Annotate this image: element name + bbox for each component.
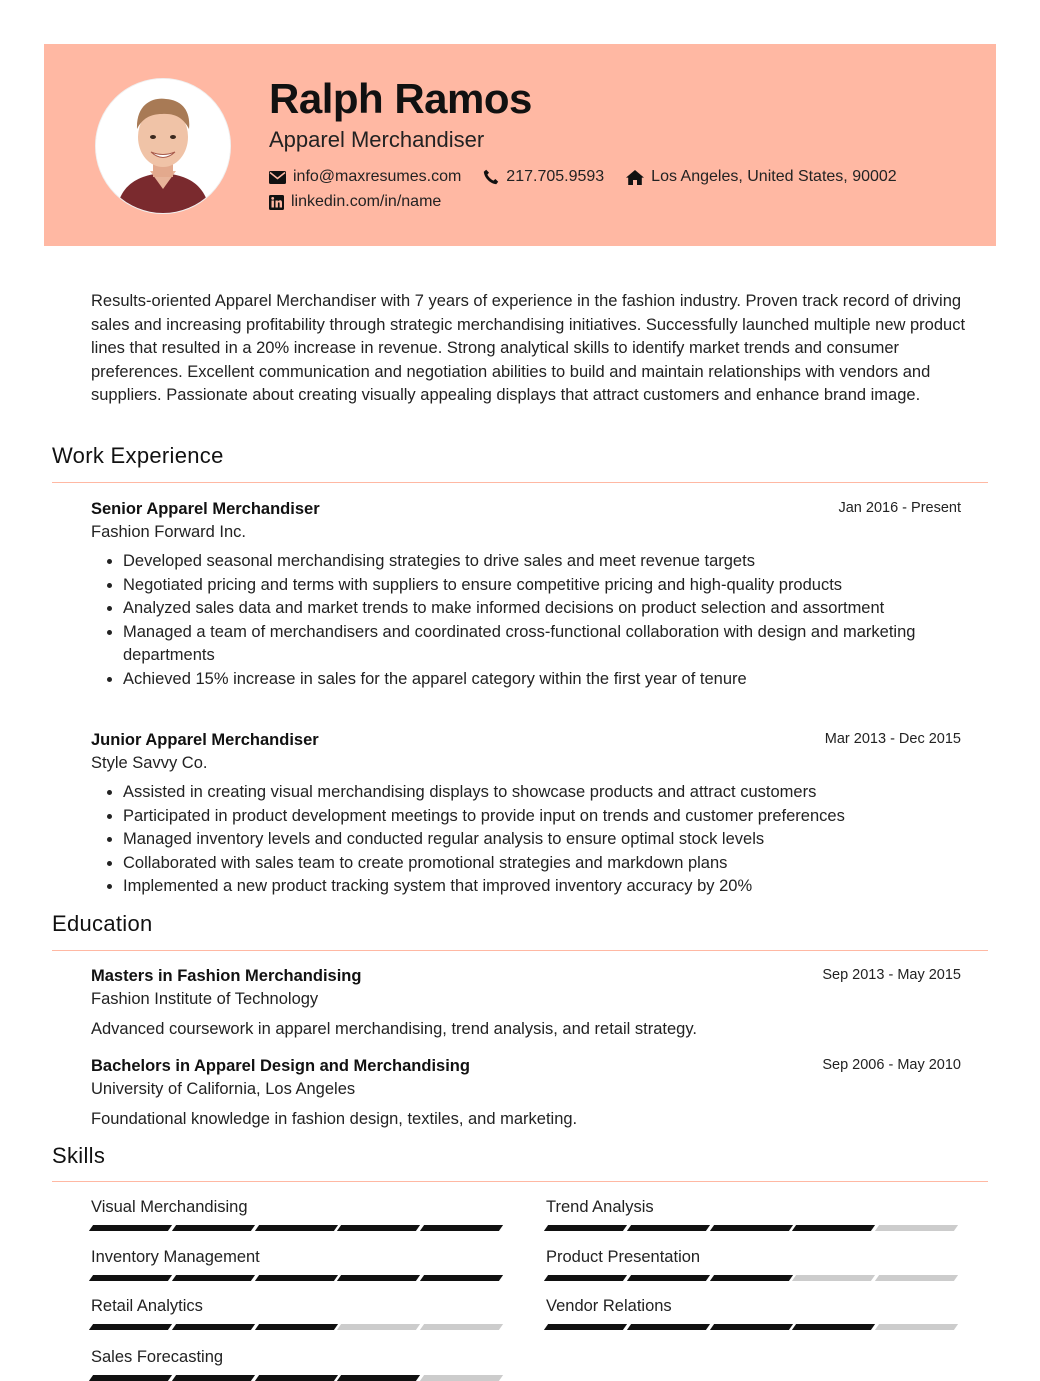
job-bullets — [91, 550, 961, 691]
education-dates: Sep 2013 - May 2015 — [822, 967, 961, 983]
job-bullet: • Negotiated pricing and terms with suppliers to ensure competitive pricing and high-quality products — [123, 574, 961, 598]
job-bullet: • Managed a team of merchandisers and coordinated cross-functional collaboration with design and marketing departments — [123, 621, 961, 668]
skill-name: Vendor Relations — [546, 1297, 672, 1315]
location-text: Los Angeles, United States, 90002 — [651, 168, 897, 185]
candidate-name: Ralph Ramos — [269, 75, 532, 122]
skill-item — [91, 1196, 505, 1231]
contact-linkedin[interactable] — [269, 191, 441, 213]
resume-header — [44, 44, 996, 246]
skill-segment-filled — [420, 1275, 503, 1281]
skill-segment-filled — [337, 1375, 420, 1381]
linkedin-icon — [269, 195, 284, 210]
skill-level-bar — [546, 1324, 960, 1330]
skill-level-bar — [546, 1225, 960, 1231]
skill-item — [546, 1196, 960, 1231]
job-bullet: • Assisted in creating visual merchandising displays to showcase products and attract customers — [123, 781, 961, 805]
job-title: Junior Apparel Merchandiser — [91, 731, 319, 749]
skill-segment-filled — [709, 1324, 792, 1330]
job-bullet: • Analyzed sales data and market trends to make informed decisions on product selection and assortment — [123, 597, 961, 621]
skill-level-bar — [91, 1275, 505, 1281]
skill-segment-filled — [337, 1225, 420, 1231]
skill-segment-filled — [420, 1225, 503, 1231]
education-heading: Education — [52, 911, 153, 936]
skill-level-bar — [546, 1275, 960, 1281]
phone-text: 217.705.9593 — [506, 168, 605, 185]
job-dates: Jan 2016 - Present — [838, 500, 961, 516]
professional-summary: Results-oriented Apparel Merchandiser with 7 years of experience in the fashion industry. Proven track record of driving sales and increasing profitability through strategic merchandising initiatives. Successfully launched multiple new product lines that resulted in a 20% increase in revenue. Strong analytical skills to identify market trends and consumer preferences. Excellent communication and negotiation abilities to build and maintain relationships with vendors and suppliers. Passionate about creating visually appealing displays that attract customers and enhance brand image. — [91, 292, 966, 404]
skill-name: Visual Merchandising — [91, 1198, 248, 1216]
skill-segment-filled — [172, 1375, 255, 1381]
skill-segment-filled — [627, 1225, 710, 1231]
skill-level-bar — [91, 1324, 505, 1330]
skill-level-bar — [91, 1225, 505, 1231]
section-divider — [52, 1181, 988, 1182]
skill-segment-filled — [709, 1225, 792, 1231]
skill-segment-empty — [792, 1275, 875, 1281]
education-entry — [91, 1055, 961, 1131]
skill-segment-filled — [627, 1275, 710, 1281]
skill-item — [91, 1295, 505, 1330]
section-divider — [52, 950, 988, 951]
skill-segment-empty — [420, 1324, 503, 1330]
skill-name: Product Presentation — [546, 1248, 701, 1266]
skill-segment-filled — [172, 1275, 255, 1281]
degree-title: Masters in Fashion Merchandising — [91, 967, 362, 985]
candidate-title: Apparel Merchandiser — [269, 127, 485, 152]
skill-segment-filled — [172, 1324, 255, 1330]
skill-segment-filled — [254, 1324, 337, 1330]
skill-segment-filled — [89, 1324, 172, 1330]
skill-item — [546, 1246, 960, 1281]
skill-item — [546, 1295, 960, 1330]
skill-segment-filled — [544, 1275, 627, 1281]
contact-location — [626, 166, 897, 188]
contact-email[interactable] — [269, 166, 461, 188]
skill-segment-filled — [627, 1324, 710, 1330]
degree-title: Bachelors in Apparel Design and Merchandising — [91, 1057, 470, 1075]
education-dates: Sep 2006 - May 2010 — [822, 1057, 961, 1073]
skill-segment-filled — [337, 1275, 420, 1281]
skill-segment-empty — [420, 1375, 503, 1381]
school-name: Fashion Institute of Technology — [91, 990, 319, 1008]
job-dates: Mar 2013 - Dec 2015 — [824, 731, 961, 747]
skill-segment-filled — [254, 1375, 337, 1381]
job-bullet: • Implemented a new product tracking system that improved inventory accuracy by 20% — [123, 875, 961, 899]
skill-name: Retail Analytics — [91, 1297, 203, 1315]
job-bullet: • Participated in product development meetings to provide input on trends and customer preferences — [123, 805, 961, 829]
profile-photo — [95, 78, 231, 214]
education-entry — [91, 965, 961, 1041]
school-name: University of California, Los Angeles — [91, 1080, 356, 1098]
skill-segment-filled — [792, 1324, 875, 1330]
skill-name: Sales Forecasting — [91, 1348, 224, 1366]
skill-segment-filled — [709, 1275, 792, 1281]
skill-segment-filled — [89, 1225, 172, 1231]
contact-row — [269, 166, 919, 188]
skill-name: Trend Analysis — [546, 1198, 654, 1216]
skill-item — [91, 1246, 505, 1281]
skill-segment-filled — [254, 1275, 337, 1281]
skill-segment-filled — [544, 1225, 627, 1231]
job-bullet: • Developed seasonal merchandising strategies to drive sales and meet revenue targets — [123, 550, 961, 574]
job-bullets — [91, 781, 961, 899]
company-name: Style Savvy Co. — [91, 754, 208, 772]
skill-item — [91, 1346, 505, 1381]
skills-heading: Skills — [52, 1143, 106, 1168]
section-divider — [52, 482, 988, 483]
skill-name: Inventory Management — [91, 1248, 260, 1266]
skill-segment-empty — [875, 1275, 958, 1281]
job-bullet: • Achieved 15% increase in sales for the apparel category within the first year of tenure — [123, 668, 961, 692]
phone-icon — [483, 169, 499, 185]
job-title: Senior Apparel Merchandiser — [91, 500, 320, 518]
education-description: Foundational knowledge in fashion design, textiles, and marketing. — [91, 1110, 578, 1128]
skill-segment-filled — [89, 1375, 172, 1381]
skill-segment-filled — [544, 1324, 627, 1330]
work-experience-heading: Work Experience — [52, 443, 224, 468]
job-bullet: • Collaborated with sales team to create promotional strategies and markdown plans — [123, 852, 961, 876]
skill-segment-filled — [89, 1275, 172, 1281]
education-description: Advanced coursework in apparel merchandising, trend analysis, and retail strategy. — [91, 1020, 697, 1038]
contact-phone[interactable] — [483, 166, 604, 188]
skill-segment-empty — [875, 1324, 958, 1330]
envelope-icon — [269, 171, 286, 184]
skill-segment-empty — [875, 1225, 958, 1231]
company-name: Fashion Forward Inc. — [91, 523, 246, 541]
linkedin-text: linkedin.com/in/name — [291, 193, 442, 210]
work-entry — [91, 498, 961, 691]
email-text: info@maxresumes.com — [293, 168, 462, 185]
contact-row-2 — [269, 191, 463, 213]
work-entry — [91, 729, 961, 899]
skill-level-bar — [91, 1375, 505, 1381]
home-icon — [626, 170, 644, 185]
skill-segment-filled — [792, 1225, 875, 1231]
skill-segment-filled — [254, 1225, 337, 1231]
skill-segment-empty — [337, 1324, 420, 1330]
job-bullet: • Managed inventory levels and conducted regular analysis to ensure optimal stock levels — [123, 828, 961, 852]
skill-segment-filled — [172, 1225, 255, 1231]
